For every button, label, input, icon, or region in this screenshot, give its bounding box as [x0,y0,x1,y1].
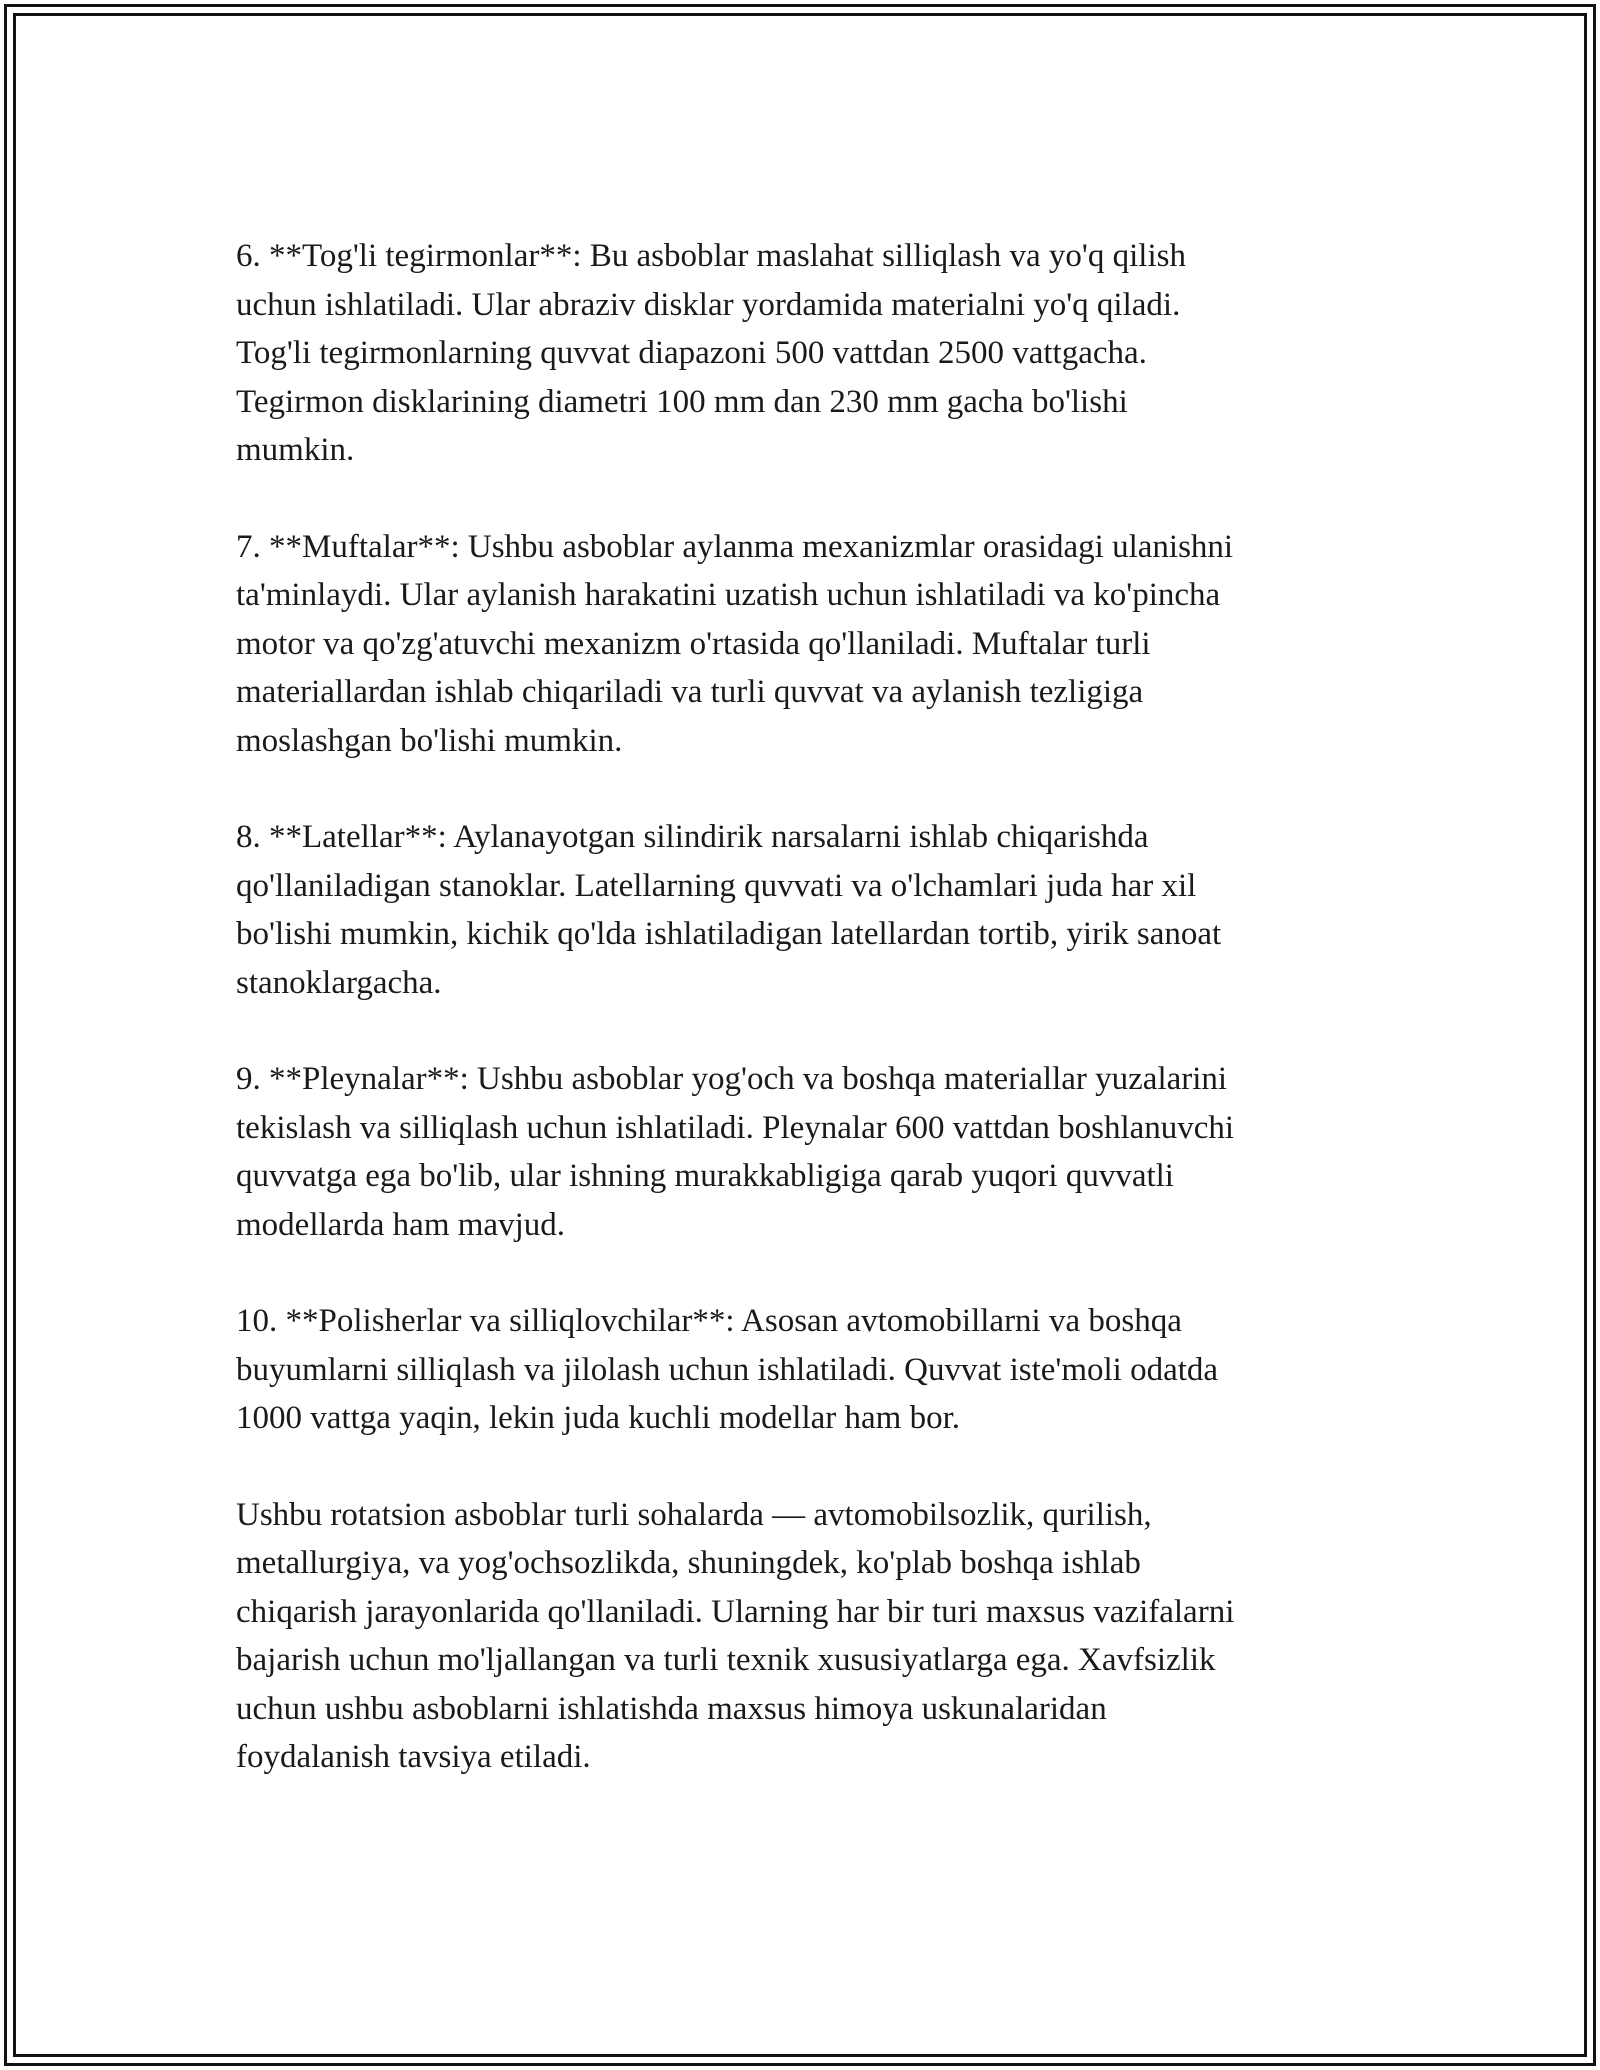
paragraph-item-8: 8. **Latellar**: Aylanayotgan silindirik narsalarni ishlab chiqarishda qo'llaniladigan stanoklar. Latellarning quvvati va o'lchamlari juda har xil bo'lishi mumkin, kichik qo'lda ishlatiladigan latellardan tortib, yirik sanoat stanoklargacha. [236,819,1222,1001]
paragraph-item-7: 7. **Muftalar**: Ushbu asboblar aylanma mexanizmlar orasidagi ulanishni ta'minlaydi. Ular aylanish harakatini uzatish uchun ishlatiladi va ko'pincha motor va qo'zg'atuvchi mexanizm o'rtasida qo'llaniladi. Muftalar turli materiallardan ishlab chiqariladi va turli quvvat va aylanish tezligiga moslashgan bo'lishi mumkin. [236,528,1234,759]
paragraph-item-9: 9. **Pleynalar**: Ushbu asboblar yog'och va boshqa materiallar yuzalarini tekislash va silliqlash uchun ishlatiladi. Pleynalar 600 vattdan boshlanuvchi quvvatga ega bo'lib, ular ishning murakkabligiga qarab yuqori quvvatli modellarda ham mavjud. [236,1061,1235,1243]
paragraph-item-6: 6. **Tog'li tegirmonlar**: Bu asboblar maslahat silliqlash va yo'q qilish uchun ishlatiladi. Ular abraziv disklar yordamida materialni yo'q qiladi. Tog'li tegirmonlarning quvvat diapazoni 500 vattdan 2500 vattgacha. Tegirmon disklarining diametri 100 mm dan 230 mm gacha bo'lishi mumkin. [236,238,1186,468]
document-body [236,232,1366,1830]
paragraph-summary: Ushbu rotatsion asboblar turli sohalarda — avtomobilsozlik, qurilish, metallurgiya, va yog'ochsozlikda, shuningdek, ko'plab boshqa ishlab chiqarish jarayonlarida qo'llaniladi. Ularning har bir turi maxsus vazifalarni bajarish uchun mo'ljallangan va turli texnik xususiyatlarga ega. Xavfsizlik uchun ushbu asboblarni ishlatishda maxsus himoya uskunalaridan foydalanish tavsiya etiladi. [236,1496,1235,1775]
paragraph-item-10: 10. **Polisherlar va silliqlovchilar**: Asosan avtomobillarni va boshqa buyumlarni silliqlash va jilolash uchun ishlatiladi. Quvvat iste'moli odatda 1000 vattga yaqin, lekin juda kuchli modellar ham bor. [236,1303,1219,1436]
